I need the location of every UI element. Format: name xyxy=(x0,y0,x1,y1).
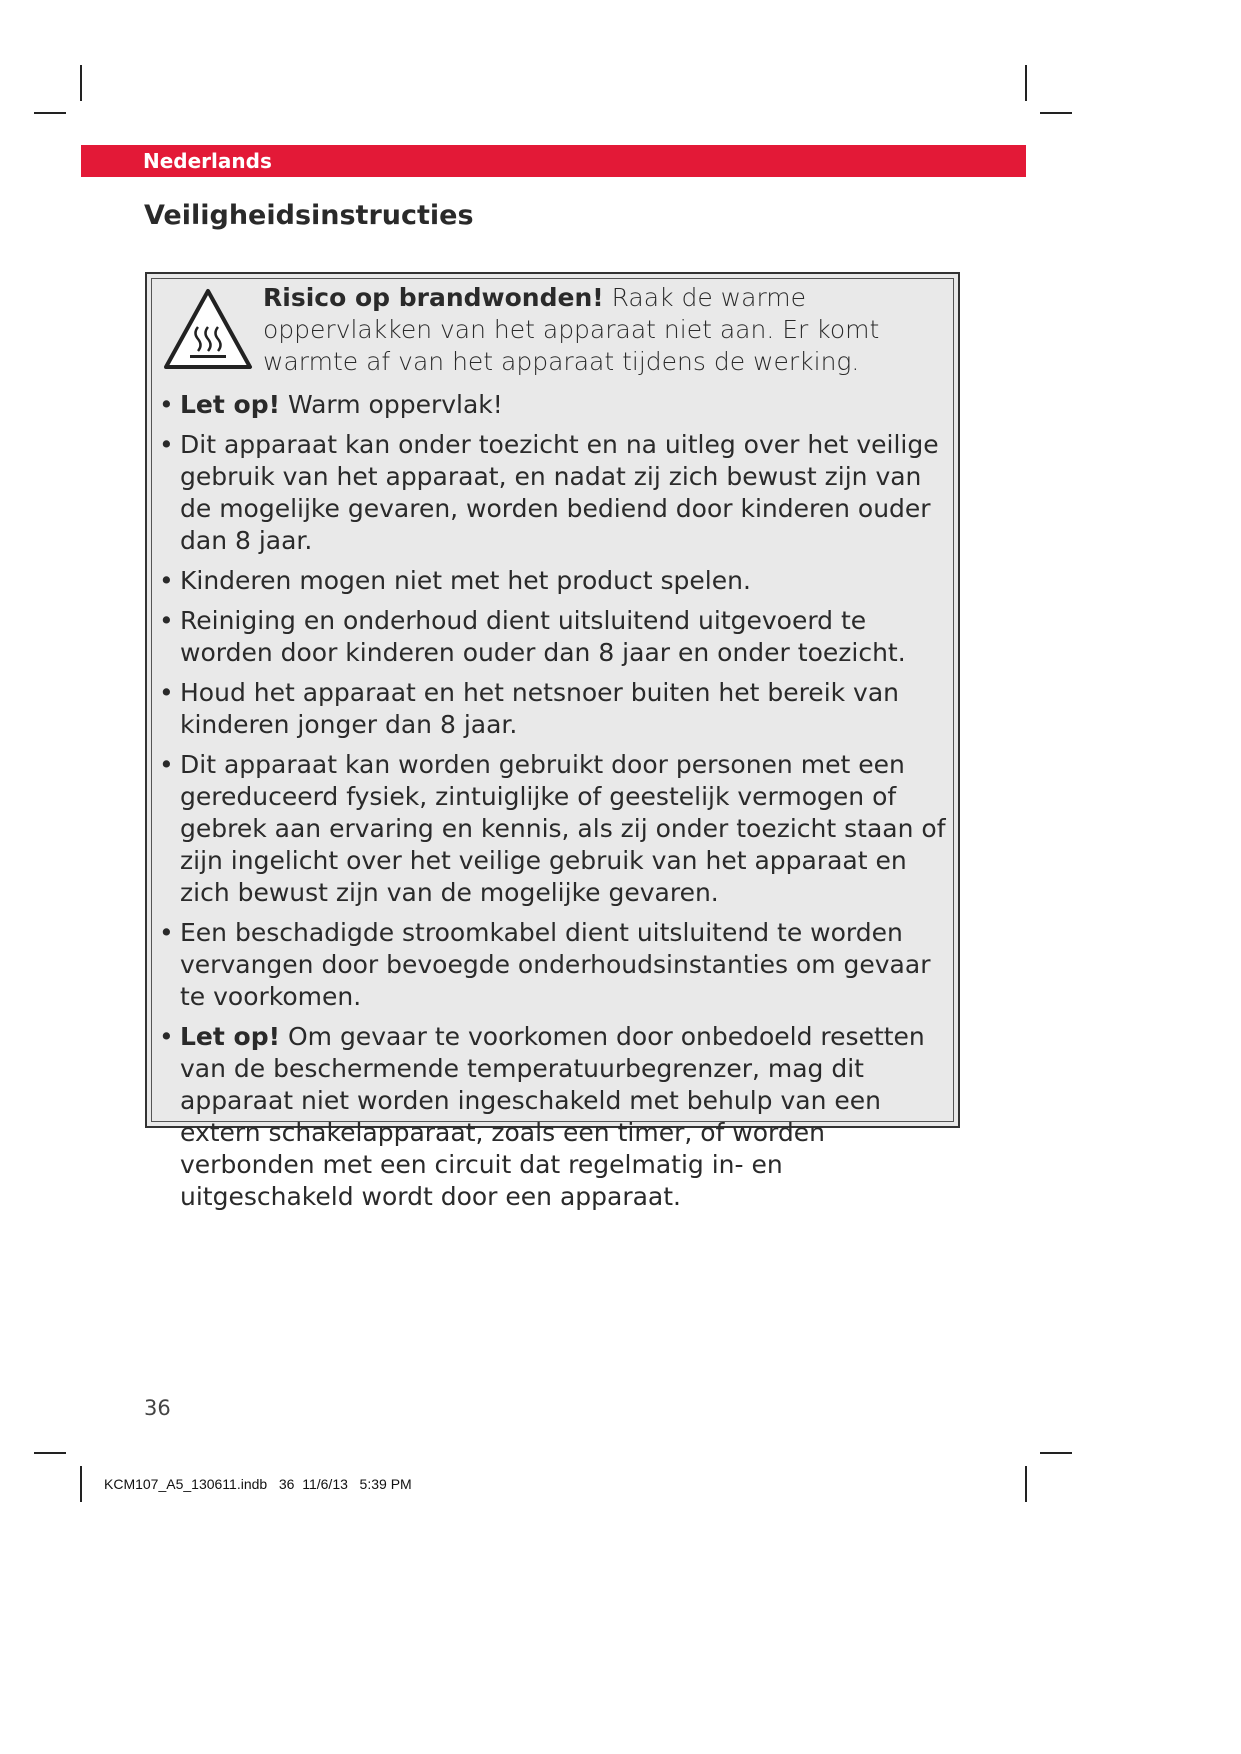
item-text: Dit apparaat kan onder toezicht en na uitleg over het veilige gebruik van het apparaat, en nadat zij zich bewust zijn van de mogelijke gevaren, worden bediend door kinderen ouder dan 8 jaar. xyxy=(180,430,939,555)
crop-mark xyxy=(80,1466,82,1502)
bullet-icon: • xyxy=(159,1022,174,1051)
list-item xyxy=(157,917,947,1013)
list-item xyxy=(157,749,947,909)
print-slug: KCM107_A5_130611.indb 36 11/6/13 5:39 PM xyxy=(104,1476,412,1492)
item-text: Dit apparaat kan worden gebruikt door personen met een gereduceerd fysiek, zintuiglijke of geestelijk vermogen of gebrek aan ervaring en kennis, als zij onder toezicht staan of zijn ingelicht over het veilige gebruik van het apparaat en zich bewust zijn van de mogelijke gevaren. xyxy=(180,750,946,907)
bullet-icon: • xyxy=(159,918,174,947)
crop-mark xyxy=(1040,1452,1072,1454)
list-item xyxy=(157,1021,947,1213)
item-text: Warm oppervlak! xyxy=(280,390,503,419)
crop-mark xyxy=(80,65,82,101)
section-title: Veiligheidsinstructies xyxy=(144,200,474,231)
item-text: Reiniging en onderhoud dient uitsluitend uitgevoerd te worden door kinderen ouder dan 8 jaar en onder toezicht. xyxy=(180,606,906,667)
bullet-icon: • xyxy=(159,430,174,459)
list-item xyxy=(157,429,947,557)
crop-mark xyxy=(34,1452,66,1454)
warning-intro-title: Risico op brandwonden! xyxy=(263,283,604,312)
item-text: Om gevaar te voorkomen door onbedoeld resetten van de beschermende temperatuurbegrenzer, mag dit apparaat niet worden ingeschakeld met behulp van een extern schakelapparaat, zoals een timer, of worden verbonden met een circuit dat regelmatig in- en uitgeschakeld wordt door een apparaat. xyxy=(180,1022,925,1211)
crop-mark xyxy=(1025,65,1027,101)
list-item xyxy=(157,677,947,741)
bullet-icon: • xyxy=(159,750,174,779)
page-number: 36 xyxy=(144,1396,171,1420)
bullet-icon: • xyxy=(159,390,174,419)
list-item xyxy=(157,605,947,669)
bullet-icon: • xyxy=(159,678,174,707)
item-text: Kinderen mogen niet met het product spelen. xyxy=(180,566,751,595)
item-bold-label: Let op! xyxy=(180,1022,281,1051)
warning-intro xyxy=(263,282,953,378)
item-text: Een beschadigde stroomkabel dient uitsluitend te worden vervangen door bevoegde onderhoudsinstanties om gevaar te voorkomen. xyxy=(180,918,931,1011)
bullet-icon: • xyxy=(159,566,174,595)
crop-mark xyxy=(1025,1466,1027,1502)
warning-box xyxy=(145,272,960,1211)
item-bold-label: Let op! xyxy=(180,390,281,419)
warning-intro-text: Raak de warme oppervlakken van het apparaat niet aan. Er komt warmte af van het apparaat tijdens de werking. xyxy=(263,283,880,376)
hot-surface-warning-icon xyxy=(162,287,254,373)
bullet-icon: • xyxy=(159,606,174,635)
list-item xyxy=(157,565,947,597)
list-item xyxy=(157,389,947,421)
language-label: Nederlands xyxy=(143,149,272,173)
crop-mark xyxy=(1040,112,1072,114)
crop-mark xyxy=(34,112,66,114)
item-text: Houd het apparaat en het netsnoer buiten het bereik van kinderen jonger dan 8 jaar. xyxy=(180,678,900,739)
safety-instruction-list xyxy=(157,389,947,1221)
language-header-bar xyxy=(81,145,1026,177)
